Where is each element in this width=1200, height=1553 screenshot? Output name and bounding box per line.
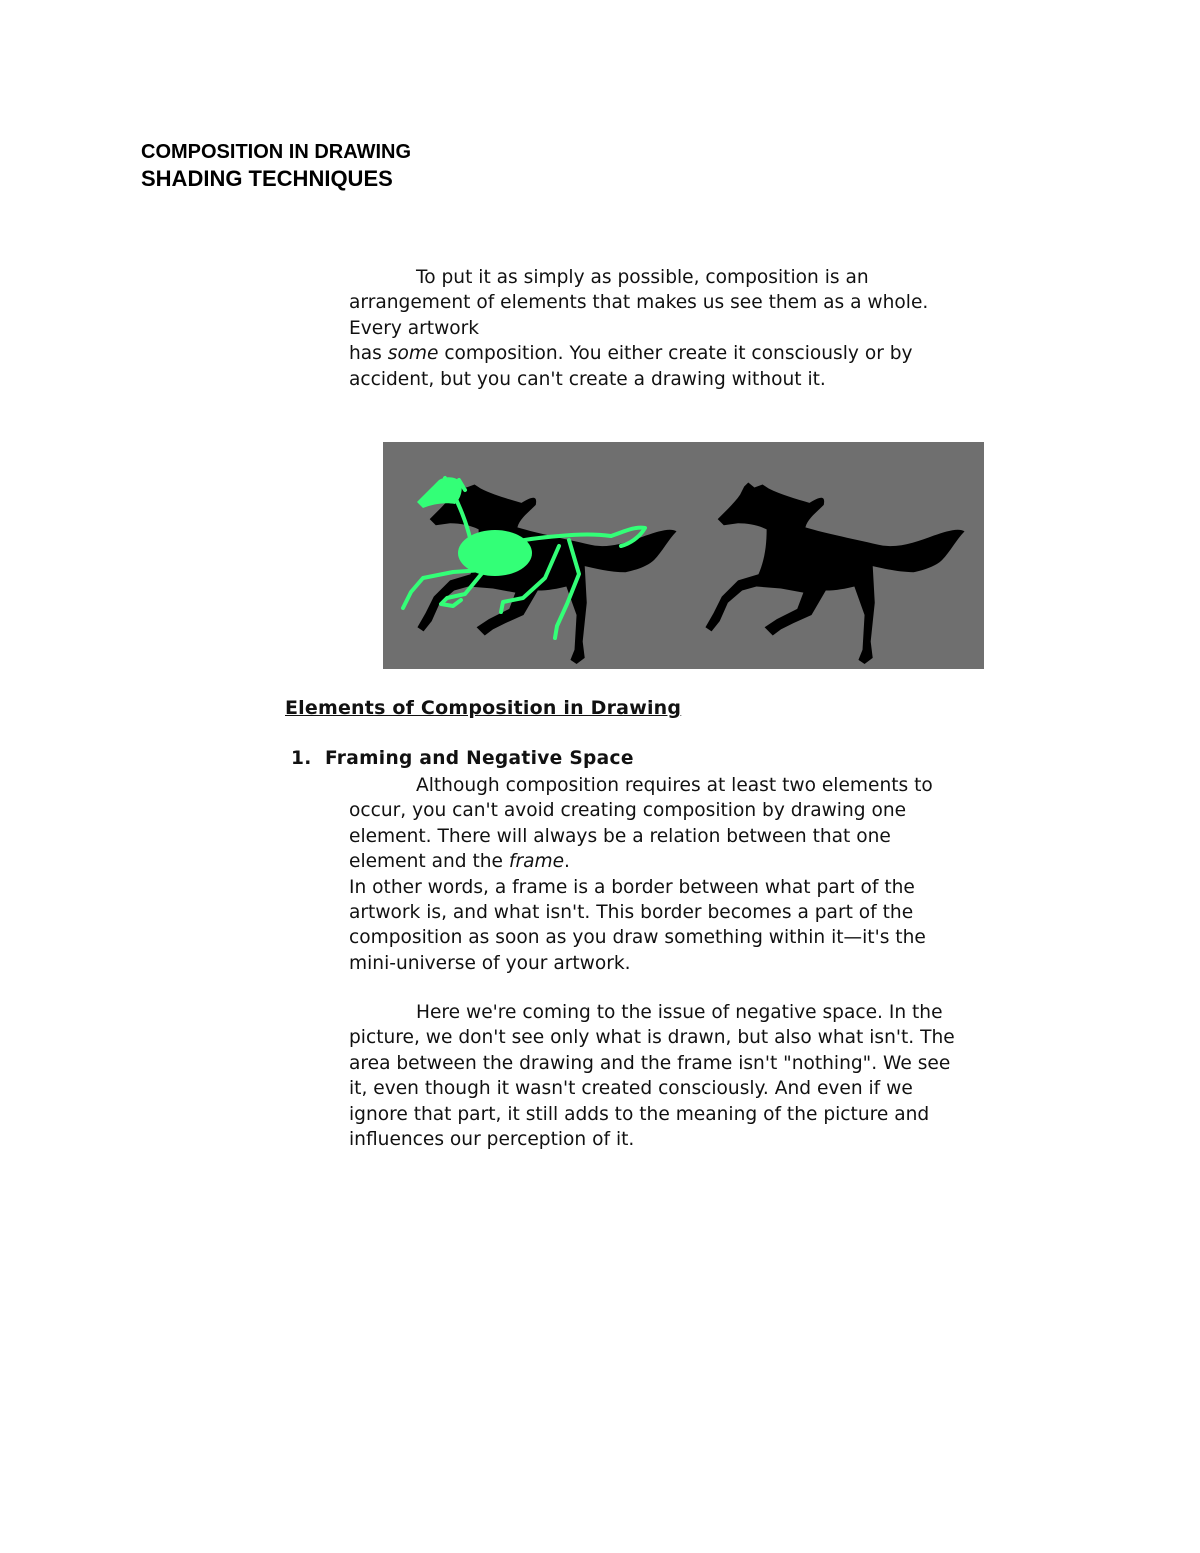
- horse-skeleton-sketch: [403, 477, 677, 664]
- horse-composition-figure: [383, 442, 984, 669]
- text-line: arrangement of elements that makes us see them as a whole.: [349, 292, 929, 314]
- text-line: accident, but you can't create a drawing without it.: [349, 368, 826, 390]
- text-line: mini-universe of your artwork.: [349, 952, 631, 974]
- section-heading: Elements of Composition in Drawing: [285, 697, 682, 719]
- text-line: picture, we don't see only what is drawn, but also what isn't. The: [349, 1027, 955, 1049]
- horse-illustration: [383, 442, 984, 669]
- text-line: Here we're coming to the issue of negative space. In the: [416, 1002, 943, 1023]
- text-line: Every artwork: [349, 317, 480, 339]
- text-line: Although composition requires at least two elements to: [416, 775, 933, 796]
- text-line: occur, you can't avoid creating composition by drawing one: [349, 800, 907, 822]
- list-item-heading: [291, 748, 634, 769]
- text-line: element. There will always be a relation between that one: [349, 825, 891, 847]
- emphasis-text: some: [387, 343, 439, 365]
- text-line: composition as soon as you draw something within it—it's the: [349, 927, 926, 949]
- torso-oval: [458, 530, 532, 576]
- list-item-number: 1.: [291, 748, 312, 769]
- document-subtitle: SHADING TECHNIQUES: [141, 166, 393, 191]
- emphasis-text: frame: [508, 851, 565, 873]
- text-line: artwork is, and what isn't. This border becomes a part of the: [349, 902, 914, 924]
- text-line: ignore that part, it still adds to the meaning of the picture and: [349, 1103, 930, 1125]
- text-line: [349, 849, 1009, 874]
- text-line: area between the drawing and the frame isn't "nothing". We see: [349, 1052, 951, 1074]
- text-line: To put it as simply as possible, composition is an: [416, 267, 869, 288]
- text-line: it, even though it wasn't created consciously. And even if we: [349, 1078, 913, 1100]
- text-line: [349, 341, 1009, 366]
- document-title: COMPOSITION IN DRAWING: [141, 141, 411, 163]
- text-line: In other words, a frame is a border between what part of the: [349, 876, 915, 898]
- head-shape: [417, 477, 462, 508]
- list-item-paragraph: [349, 773, 1009, 976]
- text-run: composition. You either create it consciously or by: [438, 343, 913, 365]
- text-line: influences our perception of it.: [349, 1129, 635, 1151]
- text-run: element and the: [349, 851, 509, 873]
- text-run: has: [349, 343, 388, 365]
- intro-paragraph: [349, 265, 1009, 392]
- horse-silhouette-right: [705, 482, 964, 664]
- list-item-paragraph: [349, 1000, 1009, 1152]
- list-item-title: Framing and Negative Space: [325, 748, 634, 769]
- text-run: .: [564, 851, 570, 873]
